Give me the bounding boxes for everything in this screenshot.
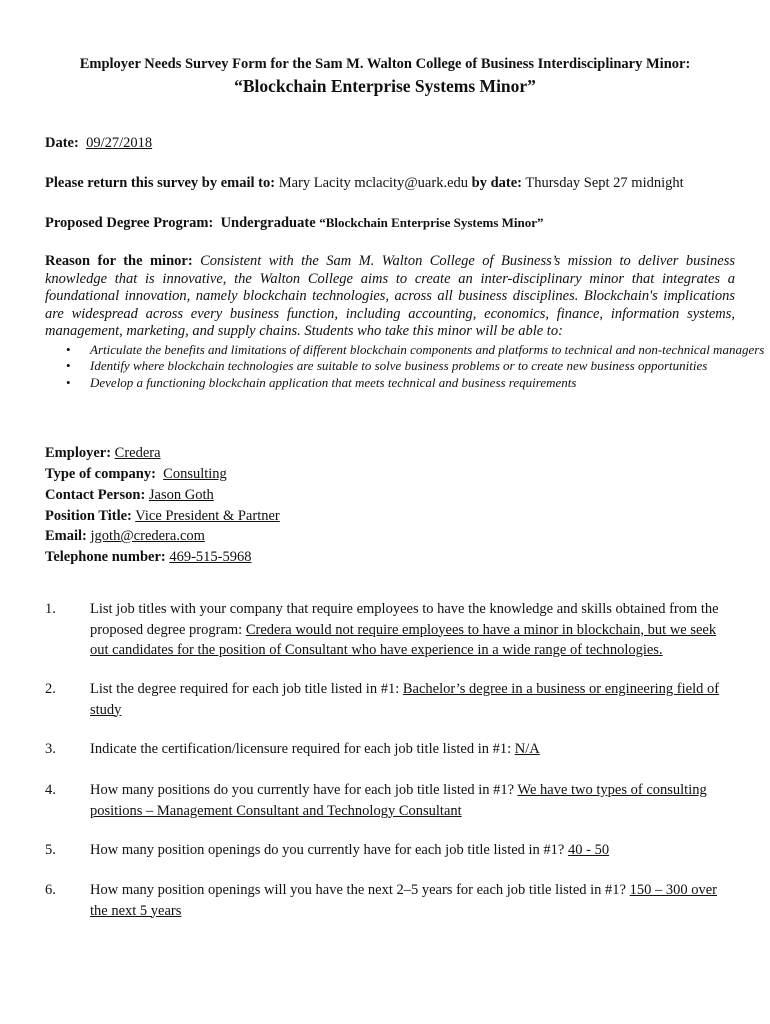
phone-line: Telephone number: 469-515-5968 xyxy=(45,549,252,565)
answer: Bachelor’s degree in a business or engineering field of study xyxy=(90,681,720,718)
answer: 40 - 50 xyxy=(568,842,610,858)
email-value: jgoth@credera.com xyxy=(90,528,205,544)
bullet-icon: • xyxy=(66,358,71,374)
program-name: “Blockchain Enterprise Systems Minor” xyxy=(319,215,544,230)
position-title-value: Vice President & Partner xyxy=(135,508,280,524)
reason-paragraph xyxy=(45,253,735,341)
list-item: • Develop a functioning blockchain application that meets technical and business requirements xyxy=(66,374,577,390)
position-title-line: Position Title: Vice President & Partner xyxy=(45,508,280,524)
return-by-label: by date: xyxy=(471,175,522,191)
question-2: 2. List the degree required for each job title listed in #1: Bachelor’s degree in a business or engineering field of study xyxy=(45,681,720,718)
contact-line: Contact Person: Jason Goth xyxy=(45,487,214,503)
company-type-line: Type of company: Consulting xyxy=(45,466,227,482)
return-line xyxy=(45,175,684,192)
answer: N/A xyxy=(514,741,540,757)
phone-value: 469-515-5968 xyxy=(169,549,252,565)
bullet-icon: • xyxy=(66,374,71,390)
email-line: Email: jgoth@credera.com xyxy=(45,528,205,544)
employer-value: Credera xyxy=(114,445,161,461)
form-title: Employer Needs Survey Form for the Sam M. Walton College of Business Interdisciplinary Minor: xyxy=(79,56,691,72)
program-level: Undergraduate xyxy=(220,215,316,231)
list-item: • Articulate the benefits and limitations of different blockchain components and platforms to technical and non-technical managers xyxy=(66,342,765,357)
return-by-value: Thursday Sept 27 midnight xyxy=(525,175,684,191)
answer: Credera would not require employees to have a minor in blockchain, but we seek out candidates for the position of Consultant who have experience in a wide range of technologies. xyxy=(90,621,717,658)
outcomes-list xyxy=(45,342,770,391)
date-value: 09/27/2018 xyxy=(86,135,153,151)
question-1: 1. List job titles with your company that require employees to have the knowledge and skills obtained from the proposed degree program: Credera would not require employees to have a minor in blockchain, but we seek out candidates for the position of Consultant who have experience in a wide range of technologies. xyxy=(45,601,719,658)
company-type-value: Consulting xyxy=(163,466,227,482)
date-label: Date: xyxy=(45,135,79,151)
question-3: 3. Indicate the certification/licensure required for each job title listed in #1: N/A xyxy=(45,741,540,757)
return-label: Please return this survey by email to: xyxy=(45,175,276,191)
question-6: 6. How many position openings will you have the next 2–5 years for each job title listed in #1? 150 – 300 over the next 5 years xyxy=(45,882,718,919)
question-5: 5. How many position openings do you currently have for each job title listed in #1? 40 - 50 xyxy=(45,842,610,858)
date-line xyxy=(45,135,152,152)
return-recipient: Mary Lacity mclacity@uark.edu xyxy=(278,175,469,191)
employer-line: Employer: Credera xyxy=(45,445,161,461)
contact-value: Jason Goth xyxy=(148,487,214,503)
minor-title: “Blockchain Enterprise Systems Minor” xyxy=(234,76,536,96)
answer: We have two types of consulting positions – Management Consultant and Technology Consultant xyxy=(90,782,707,819)
program-line xyxy=(45,215,544,232)
answer: 150 – 300 over the next 5 years xyxy=(90,882,718,919)
program-label: Proposed Degree Program: xyxy=(45,215,214,231)
reason-label: Reason for the minor: xyxy=(45,253,193,269)
reason-text: Consistent with the Sam M. Walton College of Business’s mission to deliver business knowledge that is innovative, the Walton College aims to create an inter-disciplinary minor that integrates a foundational innovation, namely blockchain technologies, across all business disciplines. Blockchain's implications are widespread across every business function, including accounting, economics, finance, information systems, management, marketing, and supply chains. Students who take this minor will be able to: xyxy=(45,253,736,340)
bullet-icon: • xyxy=(66,342,71,357)
list-item: • Identify where blockchain technologies are suitable to solve business problems or to create new business opportunities xyxy=(66,358,708,374)
question-4: 4. How many positions do you currently have for each job title listed in #1? We have two types of consulting positions – Management Consultant and Technology Consultant xyxy=(45,782,707,819)
